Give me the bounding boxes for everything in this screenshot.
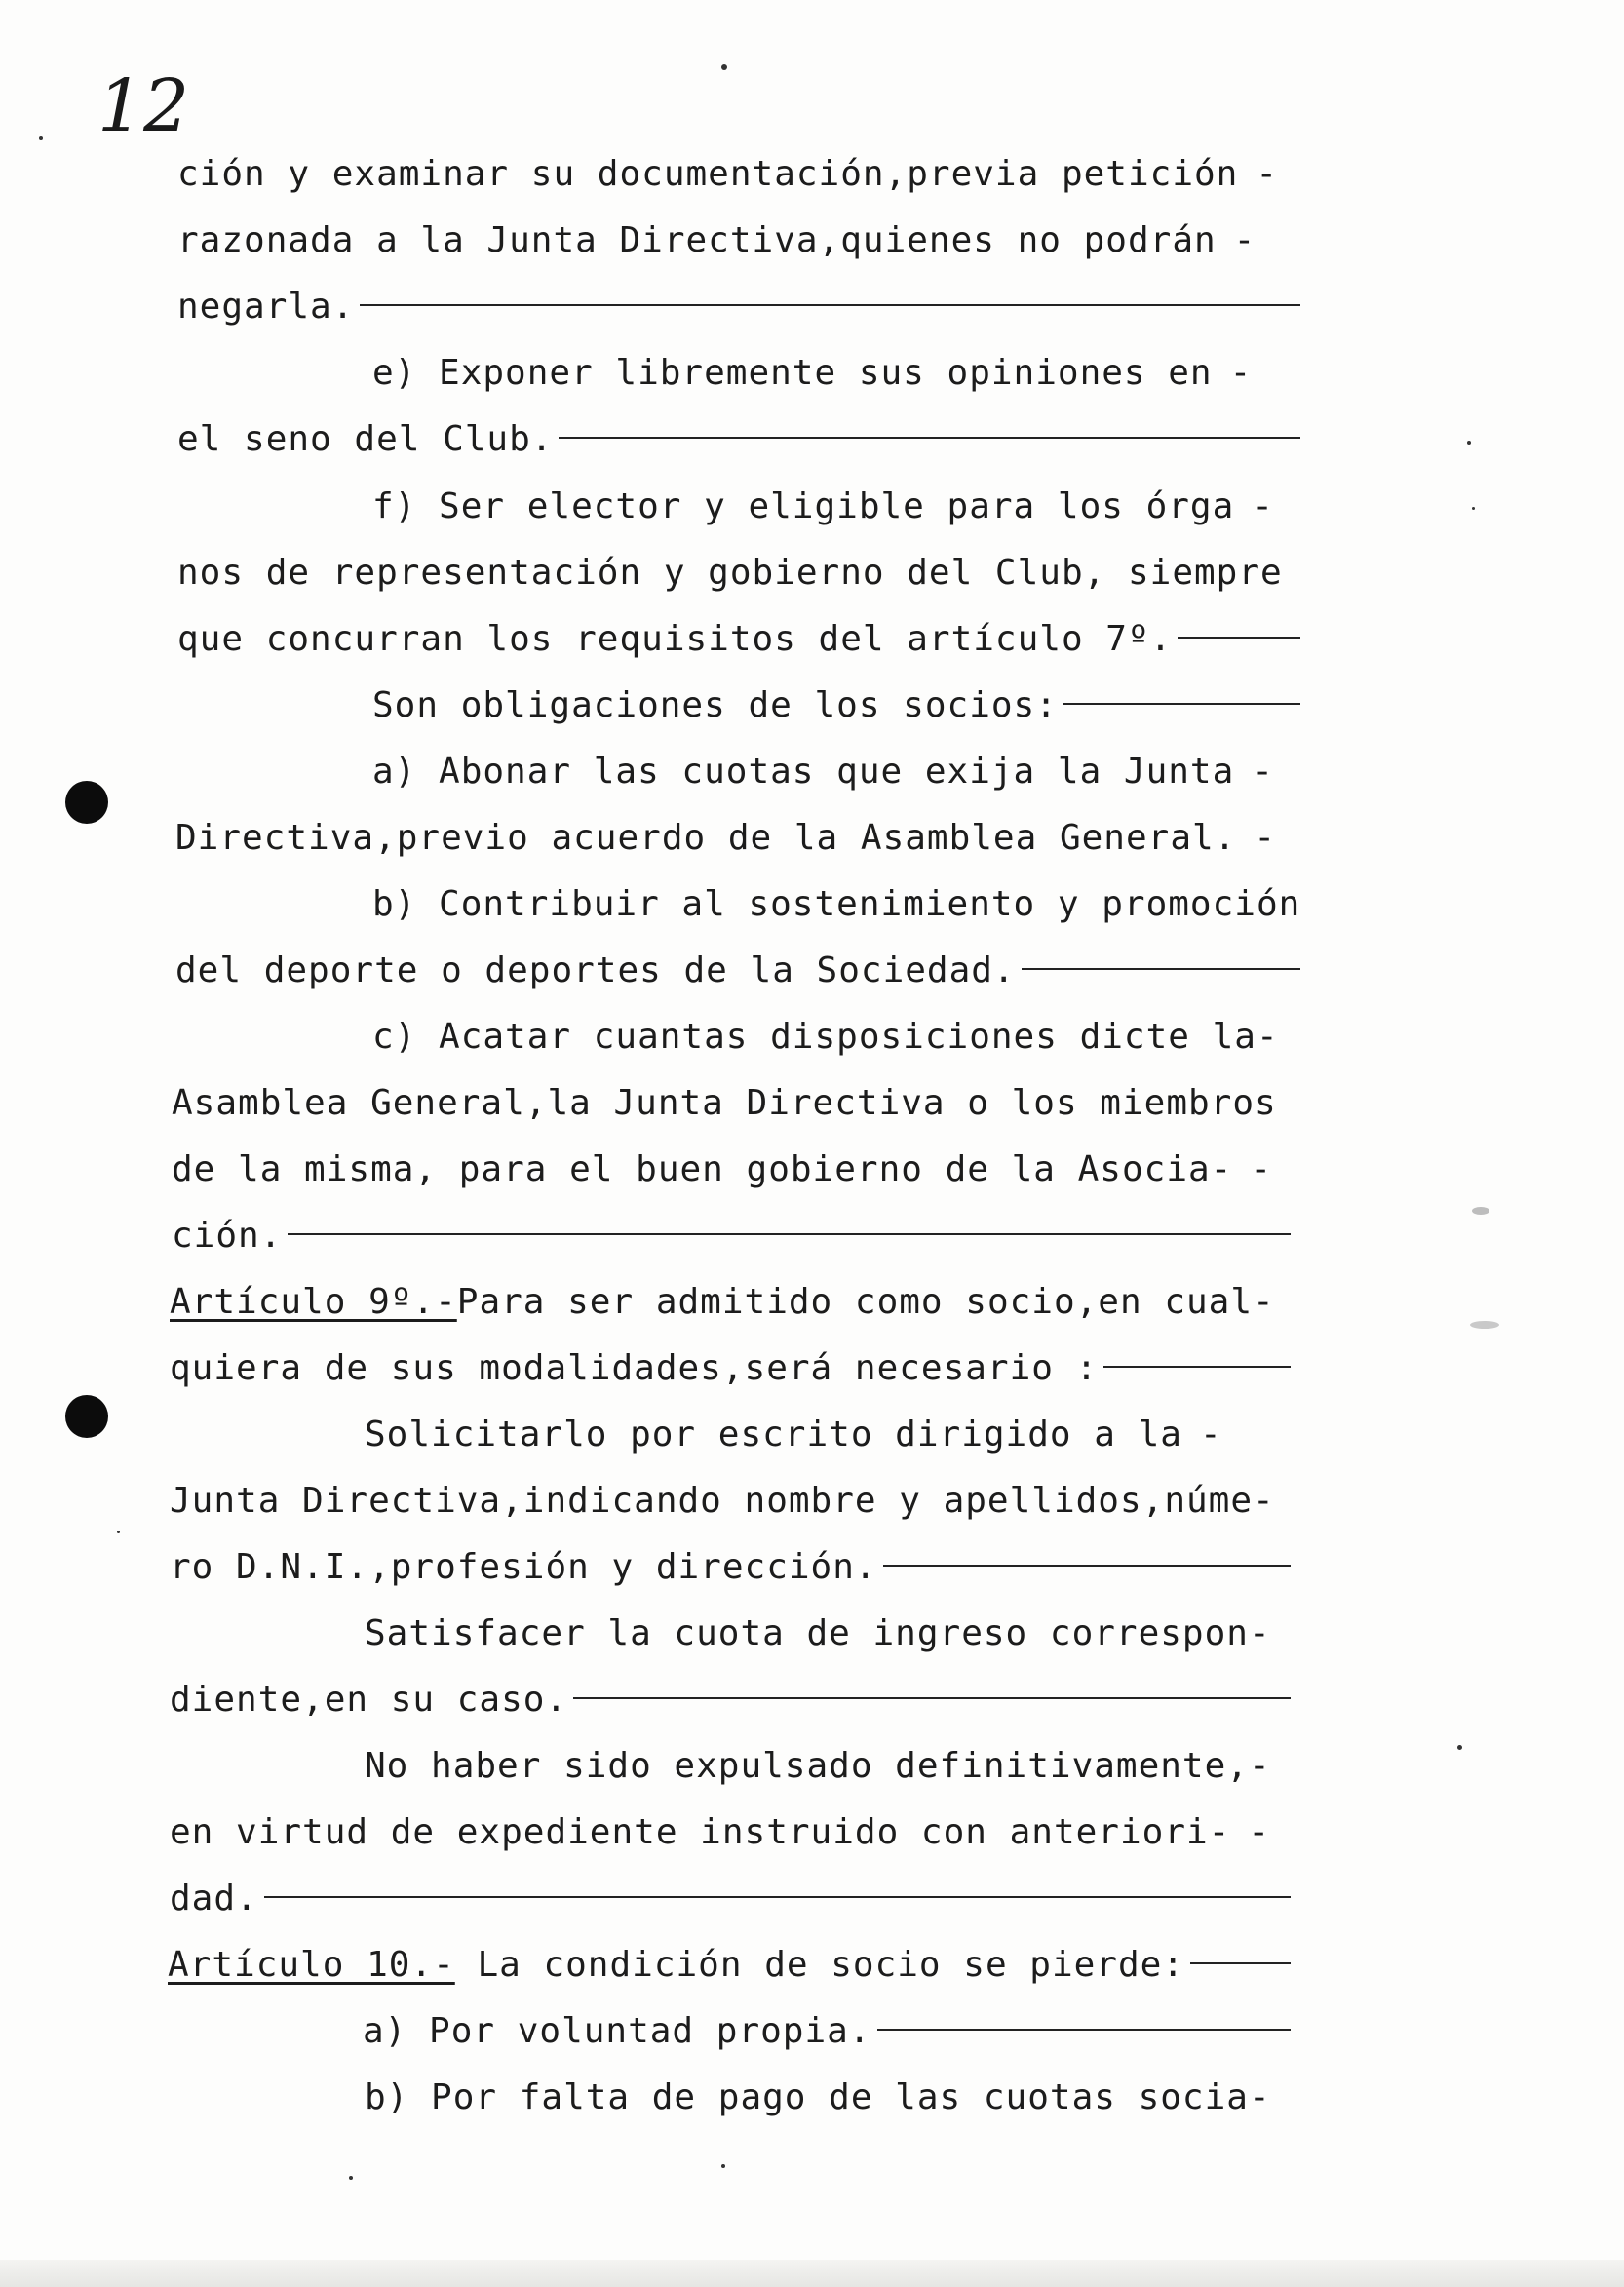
text-line: a) Por voluntad propia.: [363, 2011, 1291, 2077]
text-line: ción y examinar su documentación,previa petición -: [177, 154, 1279, 194]
scan-speck: [1472, 1207, 1489, 1215]
scan-edge: [0, 2260, 1624, 2287]
scan-speck: [349, 2176, 353, 2180]
text-line: diente,en su caso.: [170, 1680, 1291, 1746]
text-line: ro D.N.I.,profesión y dirección.: [170, 1547, 1291, 1613]
text-line: quiera de sus modalidades,será necesario :: [170, 1348, 1291, 1415]
text-line: dad.: [170, 1879, 1291, 1945]
text-line: No haber sido expulsado definitivamente,-: [365, 1746, 1271, 1786]
text-line: razonada a la Junta Directiva,quienes no podrán -: [177, 220, 1257, 260]
text-line: el seno del Club.: [177, 419, 1300, 485]
scan-speck: [117, 1531, 120, 1533]
text-line: b) Por falta de pago de las cuotas socia-: [365, 2077, 1271, 2117]
text-line: c) Acatar cuantas disposiciones dicte la-: [372, 1017, 1279, 1057]
text-line: Artículo 9º.- Para ser admitido como socio,en cual-: [170, 1282, 1275, 1322]
binder-hole: [65, 781, 108, 824]
text-line: ción.: [172, 1216, 1291, 1282]
scan-speck: [1457, 1745, 1462, 1750]
scan-speck: [1470, 1321, 1499, 1329]
text-line: Satisfacer la cuota de ingreso correspon-: [365, 1613, 1271, 1653]
text-line: f) Ser elector y eligible para los órga -: [372, 486, 1274, 526]
text-line: Junta Directiva,indicando nombre y apellidos,núme-: [170, 1481, 1275, 1521]
scan-speck: [39, 136, 43, 140]
text-line: b) Contribuir al sostenimiento y promoción: [372, 884, 1301, 924]
text-line: Solicitarlo por escrito dirigido a la -: [365, 1415, 1222, 1454]
article-label: Artículo 9º.-: [170, 1282, 457, 1322]
text-line: Directiva,previo acuerdo de la Asamblea General. -: [175, 818, 1277, 858]
scan-speck: [1467, 441, 1471, 445]
text-line: Artículo 10.- La condición de socio se pierde:: [168, 1945, 1291, 2011]
article-label: Artículo 10.-: [168, 1945, 455, 1985]
text-line: e) Exponer libremente sus opiniones en -: [372, 353, 1253, 393]
scan-speck: [1472, 507, 1475, 510]
text-line: de la misma, para el buen gobierno de la Asocia- -: [172, 1149, 1273, 1189]
text-line: que concurran los requisitos del artículo 7º.: [177, 619, 1300, 685]
text-line: Son obligaciones de los socios:: [372, 685, 1300, 752]
text-line: a) Abonar las cuotas que exija la Junta -: [372, 752, 1274, 792]
binder-hole: [65, 1395, 108, 1438]
text-line: Asamblea General,la Junta Directiva o los miembros: [172, 1083, 1277, 1123]
scan-speck: [721, 2164, 725, 2168]
text-line: nos de representación y gobierno del Club, siempre: [177, 553, 1283, 593]
text-line: en virtud de expediente instruido con anteriori- -: [170, 1812, 1271, 1852]
scan-speck: [721, 64, 727, 70]
text-line: del deporte o deportes de la Sociedad.: [175, 950, 1300, 1017]
text-line: negarla.: [177, 287, 1300, 353]
page-number: 12: [97, 64, 190, 148]
